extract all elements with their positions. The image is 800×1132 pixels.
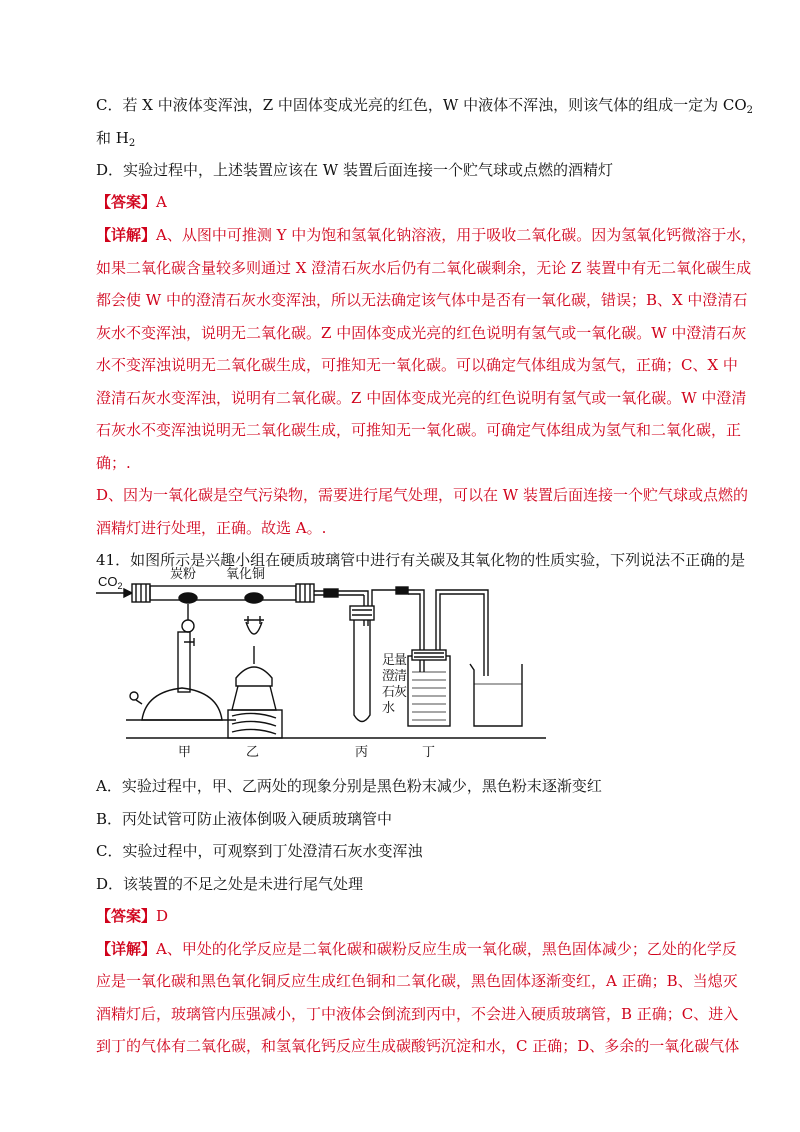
label-qing: 清 bbox=[394, 668, 408, 683]
label-bing: 丙 bbox=[355, 744, 369, 759]
option-b: B．丙处试管可防止液体倒吸入硬质玻璃管中 bbox=[96, 810, 393, 828]
detail-text: A、甲处的化学反应是二氧化碳和碳粉反应生成一氧化碳，黑色固体减少；乙处的化学反 bbox=[156, 940, 737, 958]
detail-line-1 bbox=[96, 225, 756, 245]
label-hui: 灰 bbox=[394, 684, 408, 699]
answer-value: D bbox=[156, 907, 169, 925]
detail-line: 到丁的气体有二氧化碳，和氢氧化钙反应生成碳酸钙沉淀和水，C 正确；D、多余的一氧化碳气体 bbox=[96, 1037, 740, 1055]
copper-oxide-label: 氧化铜 bbox=[226, 566, 266, 581]
detail-line: D、因为一氧化碳是空气污染物，需要进行尾气处理，可以在 W 装置后面连接一个贮气球或点燃的 bbox=[96, 486, 748, 504]
answer-label: 【答案】 bbox=[96, 907, 157, 925]
detail-line: 如果二氧化碳含量较多则通过 X 澄清石灰水后仍有二氧化碳剩余，无论 Z 装置中有无二氧化碳生成 bbox=[96, 259, 752, 277]
copper-oxide bbox=[245, 593, 263, 603]
blast-lamp bbox=[142, 688, 222, 720]
answer-line bbox=[96, 192, 167, 212]
option-d-line: D．实验过程中，上述装置应该在 W 装置后面连接一个贮气球或点燃的酒精灯 bbox=[96, 161, 613, 179]
label-shi: 石 bbox=[382, 684, 396, 699]
label-jia: 甲 bbox=[178, 744, 192, 759]
alcohol-lamp bbox=[236, 667, 272, 686]
answer-label: 【答案】 bbox=[96, 193, 157, 211]
detail-line: 石灰水不变浑浊说明无二氧化碳生成，可推知无一氧化碳。可确定气体组成为氢气和二氧化碳，正 bbox=[96, 421, 742, 439]
option-d: D．该装置的不足之处是未进行尾气处理 bbox=[96, 875, 364, 893]
option-c-text-2: 和 H bbox=[96, 129, 129, 147]
tanfen-label: 炭粉 bbox=[170, 566, 197, 581]
detail-line: 应是一氧化碳和黑色氧化铜反应生成红色铜和二氧化碳，黑色固体逐渐变红，A 正确；B、当熄灭 bbox=[96, 972, 738, 990]
beaker bbox=[470, 664, 522, 726]
detail-line: 澄清石灰水变浑浊，说明有二氧化碳。Z 中固体变成光亮的红色说明有氢气或一氧化碳。W 中澄清 bbox=[96, 389, 747, 407]
answer-line-41 bbox=[96, 906, 168, 926]
detail-line: 酒精灯后，玻璃管内压强减小，丁中液体会倒流到丙中，不会进入硬质玻璃管，B 正确；C、进入 bbox=[96, 1005, 739, 1023]
answer-value: A bbox=[156, 193, 167, 211]
carbon-powder bbox=[179, 593, 197, 603]
detail-line: 水不变浑浊说明无二氧化碳生成，可推知无一氧化碳。可以确定气体组成为氢气，正确；C、X 中 bbox=[96, 356, 738, 374]
label-cheng: 澄 bbox=[382, 668, 396, 683]
detail-label: 【详解】 bbox=[96, 940, 157, 958]
detail-line-41-1 bbox=[96, 939, 737, 959]
label-yi: 乙 bbox=[246, 744, 260, 759]
bottle-ding bbox=[408, 656, 450, 726]
test-tube-bing bbox=[354, 618, 370, 722]
option-a: A．实验过程中，甲、乙两处的现象分别是黑色粉末减少，黑色粉末逐渐变红 bbox=[96, 777, 602, 795]
glass-tube bbox=[150, 586, 296, 600]
label-shui: 水 bbox=[382, 700, 396, 715]
subscript: 2 bbox=[128, 138, 136, 149]
label-ding: 丁 bbox=[422, 744, 436, 759]
apparatus-diagram bbox=[96, 560, 706, 760]
label-liang: 量 bbox=[394, 652, 408, 667]
option-c-text: C．若 X 中液体变浑浊，Z 中固体变成光亮的红色，W 中液体不浑浊，则该气体的组成一定为 CO bbox=[96, 96, 747, 114]
question-41-stem: 41．如图所示是兴趣小组在硬质玻璃管中进行有关碳及其氧化物的性质实验，下列说法不正确的是 bbox=[96, 551, 746, 569]
subscript: 2 bbox=[746, 105, 753, 116]
label-zu: 足 bbox=[382, 652, 396, 667]
stand-jia bbox=[178, 632, 190, 692]
option-c-line bbox=[96, 95, 753, 115]
option-c-line-2 bbox=[96, 128, 135, 148]
co2-label: $CO_2$ bbox=[98, 574, 123, 591]
detail-line: 灰水不变浑浊，说明无二氧化碳。Z 中固体变成光亮的红色说明有氢气或一氧化碳。W 中澄清石灰 bbox=[96, 324, 747, 342]
detail-line: 都会使 W 中的澄清石灰水变浑浊，所以无法确定该气体中是否有一氧化碳，错误；B、X 中澄清石 bbox=[96, 291, 748, 309]
detail-label: 【详解】 bbox=[96, 226, 157, 244]
detail-text: A、从图中可推测 Y 中为饱和氢氧化钠溶液，用于吸收二氧化碳。因为氢氧化钙微溶于水， bbox=[156, 226, 757, 244]
detail-line: 酒精灯进行处理，正确。故选 A。. bbox=[96, 519, 327, 537]
option-c: C．实验过程中，可观察到丁处澄清石灰水变浑浊 bbox=[96, 842, 423, 860]
detail-line: 确；. bbox=[96, 454, 131, 472]
